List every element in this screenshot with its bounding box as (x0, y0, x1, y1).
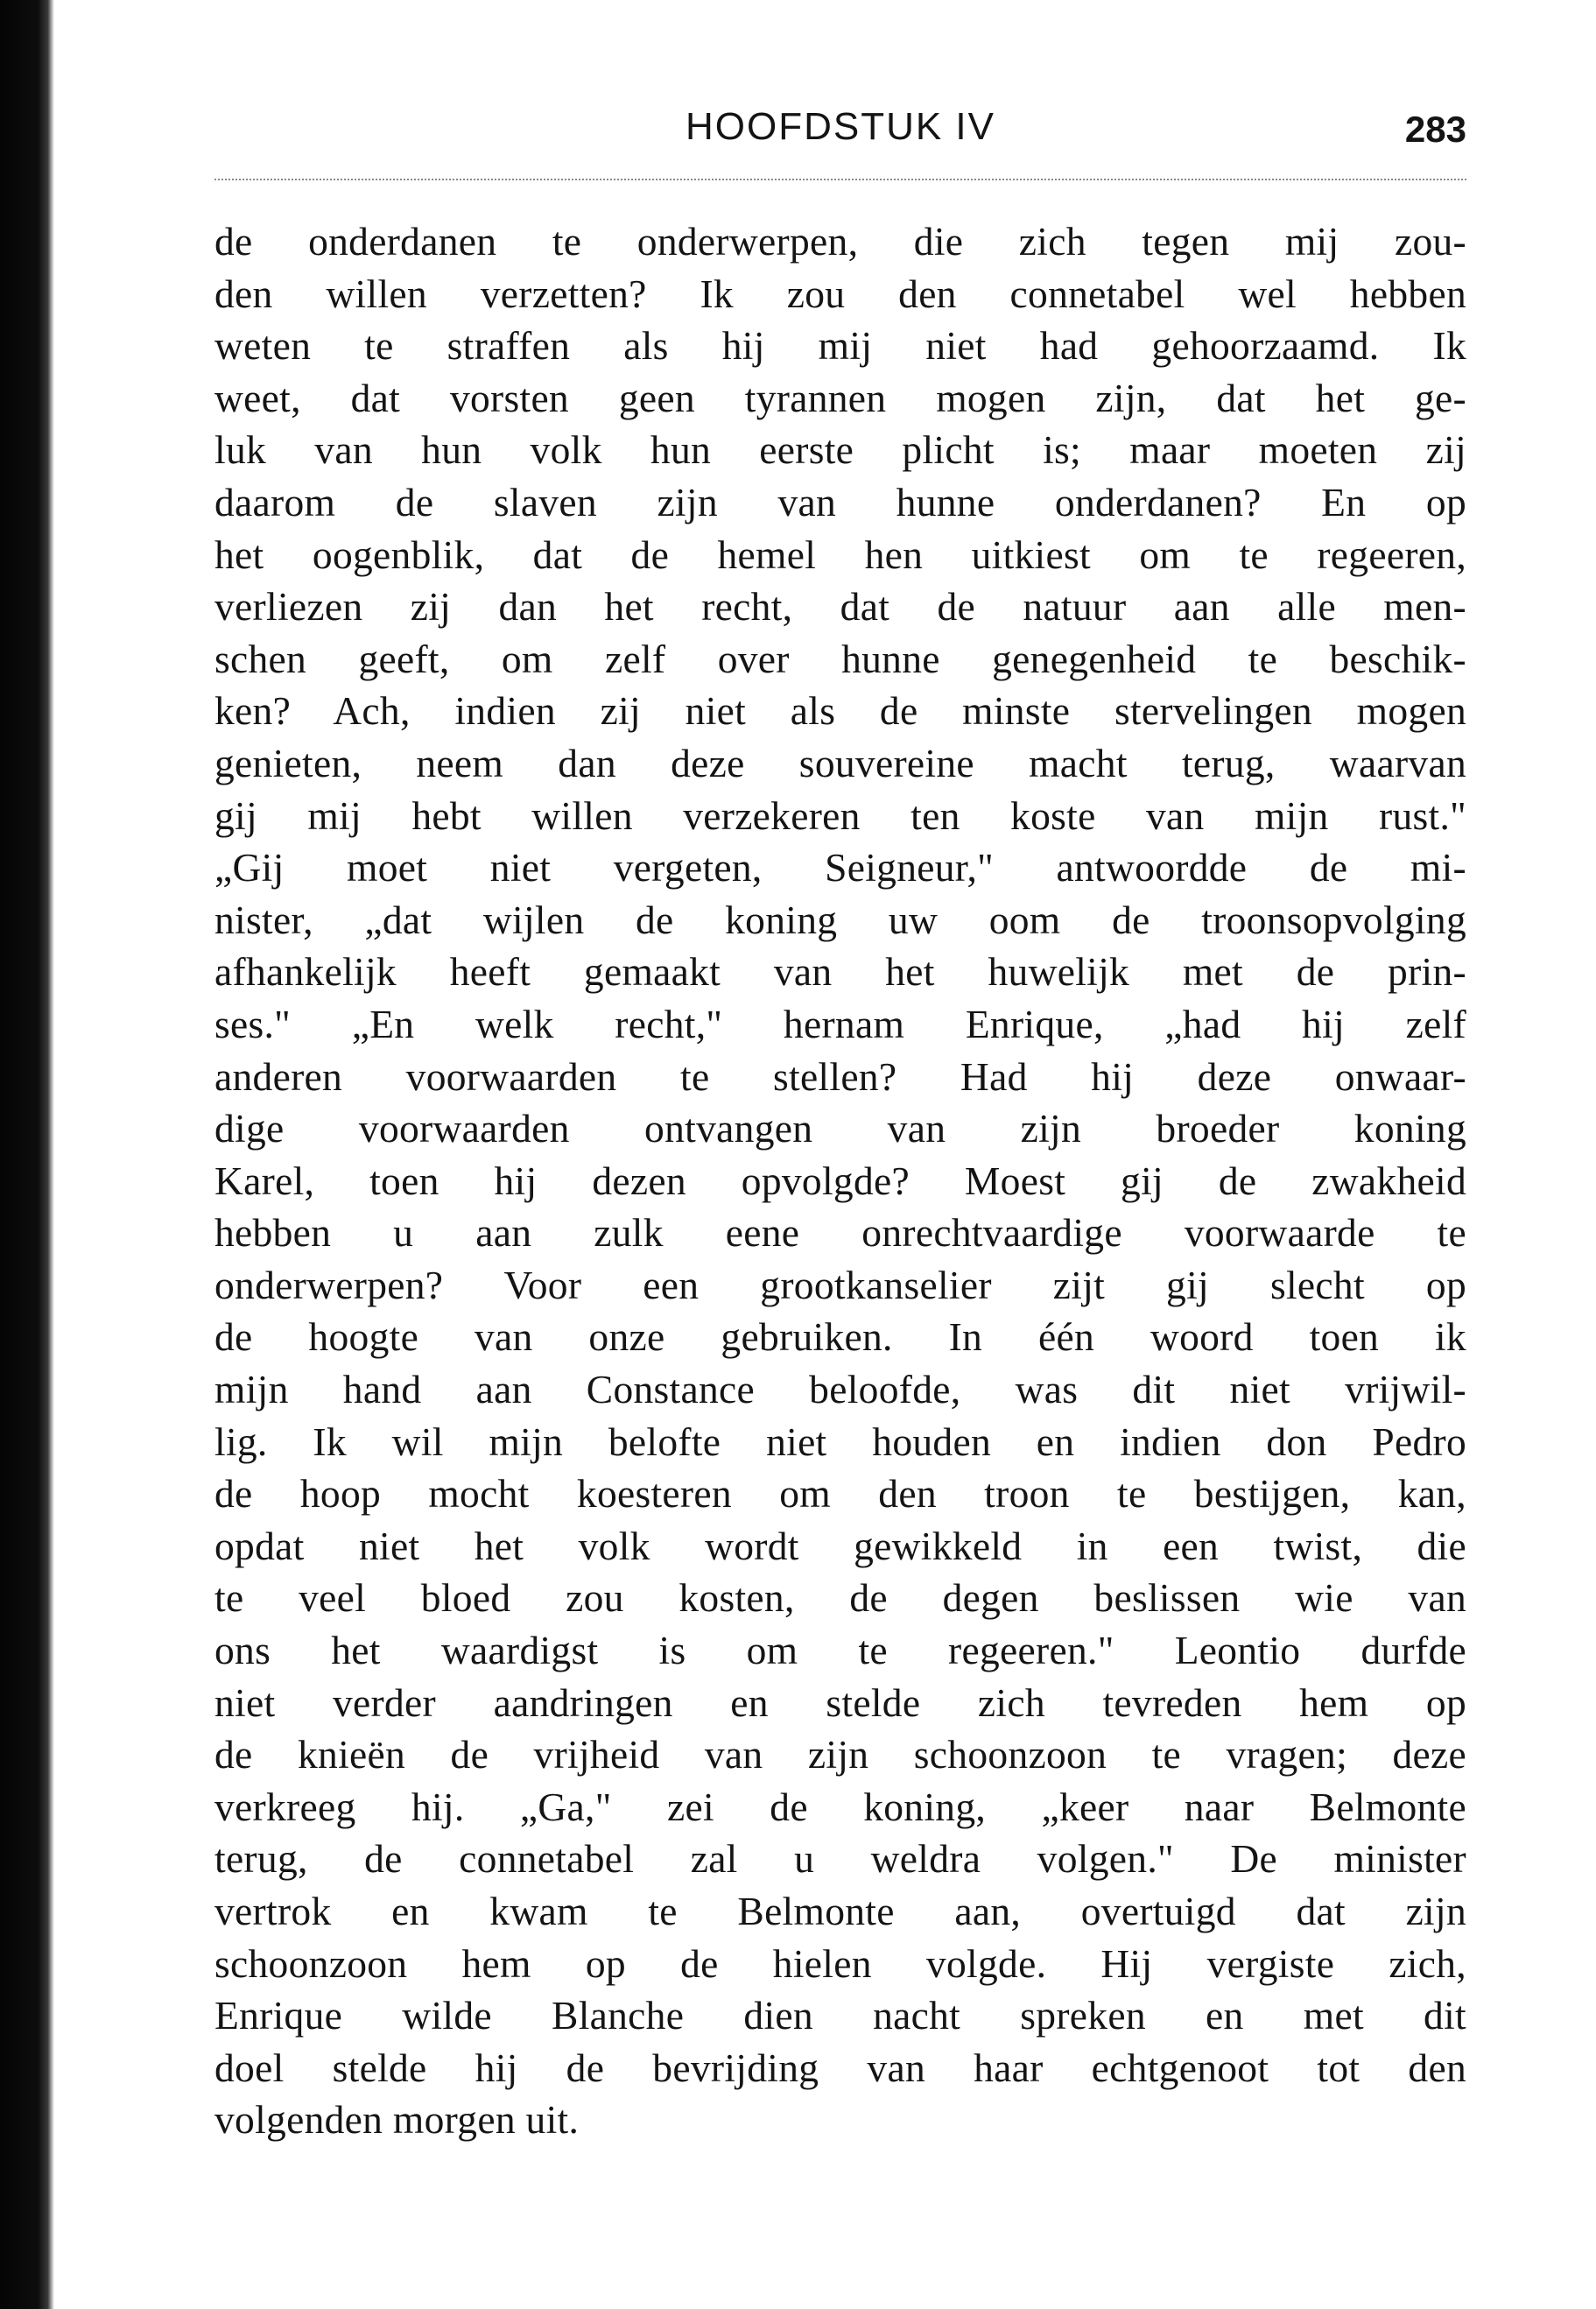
page-number: 283 (1404, 109, 1466, 150)
running-header (214, 105, 1466, 166)
text-line: terug, de connetabel zal u weldra volgen." De minister (214, 1836, 1466, 1882)
chapter-title: HOOFDSTUK IV (685, 105, 996, 148)
text-line: afhankelijk heeft gemaakt van het huwelijk met de prin- (214, 949, 1466, 995)
text-line: doel stelde hij de bevrijding van haar echtgenoot tot den (214, 2045, 1466, 2090)
text-line: de onderdanen te onderwerpen, die zich tegen mij zou- (214, 219, 1466, 264)
text-line: luk van hun volk hun eerste plicht is; maar moeten zij (214, 427, 1466, 473)
text-line: vertrok en kwam te Belmonte aan, overtuigd dat zijn (214, 1889, 1466, 1933)
text-line: opdat niet het volk wordt gewikkeld in een twist, die (214, 1523, 1466, 1568)
text-line: hebben u aan zulk eene onrechtvaardige voorwaarde te (214, 1210, 1466, 1256)
text-line: volgenden morgen uit. (214, 2097, 580, 2143)
text-line: ken? Ach, indien zij niet als de minste stervelingen mogen (214, 688, 1466, 734)
text-line: Karel, toen hij dezen opvolgde? Moest gij de zwakheid (214, 1158, 1466, 1203)
text-line: gij mij hebt willen verzekeren ten koste van mijn rust." (214, 792, 1466, 838)
text-line: Enrique wilde Blanche dien nacht spreken en met dit (214, 1993, 1466, 2038)
text-line: de knieën de vrijheid van zijn schoonzoon te vragen; deze (214, 1732, 1466, 1778)
text-line: anderen voorwaarden te stellen? Had hij deze onwaar- (214, 1053, 1466, 1099)
text-line: lig. Ik wil mijn belofte niet houden en indien don Pedro (214, 1418, 1466, 1464)
text-line: schoonzoon hem op de hielen volgde. Hij vergiste zich, (214, 1940, 1466, 1986)
text-line: dige voorwaarden ontvangen van zijn broeder koning (214, 1106, 1466, 1151)
text-line: daarom de slaven zijn van hunne onderdanen? En op (214, 479, 1466, 524)
text-line: genieten, neem dan deze souvereine macht terug, waarvan (214, 740, 1466, 785)
text-line: niet verder aandringen en stelde zich tevreden hem op (214, 1679, 1466, 1725)
text-line: weet, dat vorsten geen tyrannen mogen zijn, dat het ge- (214, 375, 1466, 420)
text-line: schen geeft, om zelf over hunne genegenheid te beschik- (214, 636, 1466, 681)
text-line: nister, „dat wijlen de koning uw oom de troonsopvolging (214, 897, 1466, 942)
text-line: ons het waardigst is om te regeeren." Leontio durfde (214, 1628, 1466, 1673)
text-line: verkreeg hij. „Ga," zei de koning, „keer naar Belmonte (214, 1784, 1466, 1829)
text-line: de hoogte van onze gebruiken. In één woord toen ik (214, 1314, 1466, 1360)
text-line: te veel bloed zou kosten, de degen beslissen wie van (214, 1575, 1466, 1621)
text-line: de hoop mocht koesteren om den troon te bestijgen, kan, (214, 1471, 1466, 1517)
body-text (214, 215, 1466, 2146)
text-line: mijn hand aan Constance beloofde, was dit niet vrijwil- (214, 1367, 1466, 1412)
header-dotted-rule (214, 179, 1466, 180)
text-line: den willen verzetten? Ik zou den connetabel wel hebben (214, 271, 1466, 316)
book-binding-edge (0, 0, 54, 2309)
text-line: „Gij moet niet vergeten, Seigneur," antwoordde de mi- (214, 845, 1466, 891)
book-page (214, 105, 1466, 2146)
text-line: weten te straffen als hij mij niet had gehoorzaamd. Ik (214, 323, 1466, 369)
text-line: ses." „En welk recht," hernam Enrique, „had hij zelf (214, 1001, 1466, 1046)
text-line: onderwerpen? Voor een grootkanselier zijt gij slecht op (214, 1262, 1466, 1307)
text-line: het oogenblik, dat de hemel hen uitkiest om te regeeren, (214, 531, 1466, 577)
text-line: verliezen zij dan het recht, dat de natuur aan alle men- (214, 584, 1466, 630)
